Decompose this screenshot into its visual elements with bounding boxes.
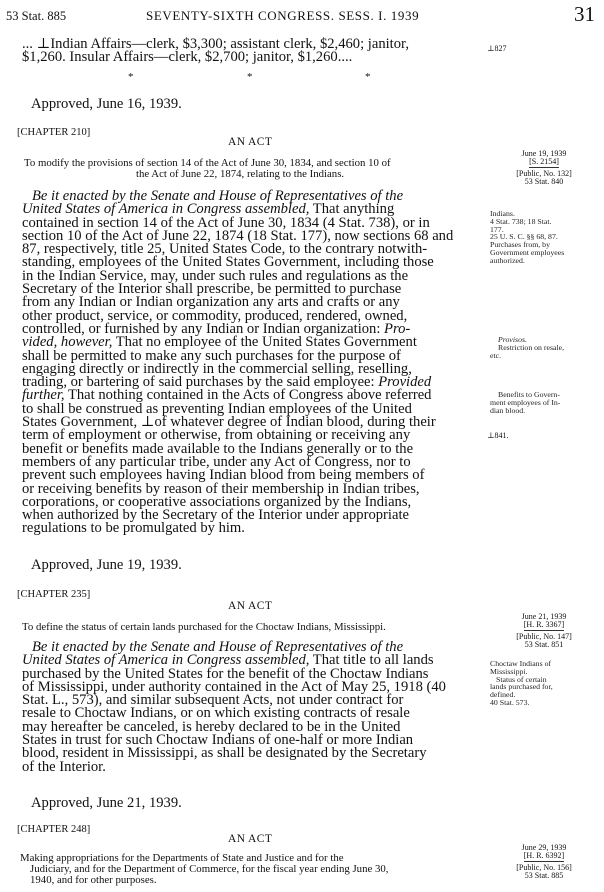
bill-number: [H. R. 6392]: [523, 851, 565, 861]
text-line: section 10 of the Act of June 22, 1874 (18 Stat. 177), now sections 68 and: [22, 227, 454, 244]
top-appropriations-fragment: [22, 38, 482, 65]
bill-date: June 19, 1939: [521, 149, 567, 158]
star: *: [365, 71, 371, 83]
approval-date: Approved, June 21, 1939.: [31, 795, 182, 811]
side-note-line: 40 Stat. 573.: [490, 697, 530, 707]
page-number: 31: [574, 2, 595, 26]
text-line: members of any particular tribe, under any Act of Congress, nor to: [22, 453, 411, 470]
act-heading: AN ACT: [228, 136, 273, 148]
statute-citation: 53 Stat. 840: [524, 177, 564, 187]
text-fragment: controlled, or furnished by any Indian or Indian organization:: [22, 320, 381, 337]
side-note-line: Mississippi.: [490, 666, 528, 676]
bill-number: [S. 2154]: [529, 157, 559, 167]
margin-page-ref: ⊥841.: [487, 431, 509, 440]
text-line: engaging directly or indirectly in the commercial selling, reselling,: [22, 360, 412, 377]
side-note-line: Government employees: [490, 247, 565, 257]
public-law-number: [Public, No. 156]: [516, 862, 572, 872]
proviso-marker: further,: [22, 387, 65, 404]
act-title: [20, 853, 388, 886]
side-note-line: lands purchased for,: [490, 682, 553, 692]
text-line: term of employment or otherwise, from obtaining or receiving any: [22, 427, 411, 444]
proviso-marker: Pro-: [380, 320, 411, 337]
side-note-line: Restriction on resale,: [498, 342, 565, 352]
text-line: purchased by the United States for the benefit of the Choctaw Indians: [22, 665, 429, 682]
text-line: from any Indian or Indian organization any arts and crafts or any: [22, 294, 400, 311]
bill-reference-box: [489, 150, 599, 187]
side-note-indians: [490, 210, 564, 265]
side-note-line: Purchases from, by: [490, 240, 550, 250]
proviso-marker: vided, however,: [22, 334, 113, 351]
side-note-line: Choctaw Indians of: [490, 659, 552, 668]
act-body: [22, 641, 482, 774]
chapter-number: [CHAPTER 235]: [17, 589, 91, 600]
text-line: States Government, ⊥of whatever degree of Indian blood, during their: [22, 414, 436, 431]
text-line: contained in section 14 of the Act of June 30, 1834 (4 Stat. 738), or in: [22, 214, 430, 231]
text-line: to shall be construed as preventing Indian employees of the United: [22, 400, 412, 417]
side-note-provisos: [490, 336, 564, 359]
side-note-line: defined.: [490, 690, 516, 700]
text-line: Stat. L., 573), and similar subsequent Acts, not under contract for: [22, 692, 404, 709]
enacting-clause: United States of America in Congress assembled,: [22, 201, 310, 218]
side-note-choctaw: [490, 660, 553, 707]
side-note-line: authorized.: [490, 255, 525, 265]
side-note-line: Indians.: [490, 209, 515, 218]
side-note-line: 25 U. S. C. §§ 68, 87.: [490, 232, 558, 242]
text-line: States in trust for such Choctaw Indians of one-half or more Indian: [22, 732, 414, 749]
enacting-clause: Be it enacted by the Senate and House of Representatives of the: [32, 188, 404, 204]
bill-reference-box: [489, 613, 599, 650]
text-line: when authorized by the Secretary of the Interior under appropriate: [22, 507, 409, 524]
side-note-line: 4 Stat. 738; 18 Stat.: [490, 216, 552, 226]
text-line: other product, service, or commodity, produced, rendered, owned,: [22, 307, 408, 324]
side-note-line: Status of certain: [496, 674, 547, 684]
side-note-line: Provisos.: [498, 335, 527, 344]
text-line: blood, resident in Mississippi, as shall be designated by the Secretary: [22, 745, 427, 762]
title-line: To modify the provisions of section 14 of the Act of June 30, 1834, and section 10 of: [24, 157, 391, 169]
title-line: 1940, and for other purposes.: [30, 874, 157, 886]
text-fragment: That nothing contained in the Acts of Congress above referred: [64, 387, 432, 404]
margin-page-ref: ⊥827: [487, 44, 507, 53]
side-note-line: etc.: [490, 350, 502, 360]
text-fragment: That no employee of the United States Government: [112, 334, 417, 351]
chapter-number: [CHAPTER 248]: [17, 824, 91, 835]
public-law-number: [Public, No. 132]: [516, 168, 572, 178]
public-law-number: [Public, No. 147]: [516, 631, 572, 641]
act-body: [22, 190, 482, 536]
act-heading: AN ACT: [228, 600, 273, 612]
text-line: Secretary of the Interior shall prescribe, be permitted to purchase: [22, 281, 402, 298]
side-note-benefits: [490, 391, 560, 414]
bill-reference-box: [489, 844, 599, 881]
text-line: may hereafter be canceled, is hereby declared to be in the United: [22, 718, 401, 735]
statute-citation: 53 Stat. 885: [524, 871, 564, 881]
star: *: [247, 71, 253, 83]
side-note-line: dian blood.: [490, 405, 526, 415]
text-fragment: That anything: [309, 201, 395, 218]
side-note-line: ment employees of In-: [490, 397, 561, 407]
text-fragment: That title to all lands: [309, 652, 434, 669]
bill-number: [H. R. 3367]: [523, 620, 565, 630]
title-line: the Act of June 22, 1874, relating to the Indians.: [136, 168, 345, 180]
text-line: of Mississippi, under authority contained in the Act of May 25, 1918 (40: [22, 678, 446, 695]
text-line: shall be permitted to make any such purchases for the purpose of: [22, 347, 401, 364]
text-line: benefit or benefits made available to the Indians generally or to the: [22, 440, 414, 457]
text-line: standing, employees of the United States Government, including those: [22, 254, 434, 271]
approval-date: Approved, June 16, 1939.: [31, 96, 182, 112]
act-heading: AN ACT: [228, 833, 273, 845]
side-note-line: 177.: [490, 224, 504, 234]
text-line: or receiving benefits by reason of their membership in Indian tribes,: [22, 480, 420, 497]
text-line: 87, respectively, title 25, United States Code, to the contrary notwith-: [22, 241, 428, 258]
title-line: Judiciary, and for the Department of Commerce, for the fiscal year ending June 30,: [30, 863, 389, 875]
enacting-clause: Be it enacted by the Senate and House of Representatives of the: [32, 639, 404, 655]
text-line: ... ⊥Indian Affairs—clerk, $3,300; assistant clerk, $2,460; janitor,: [22, 36, 409, 52]
text-line: resale to Choctaw Indians, or on which existing contracts of resale: [22, 705, 410, 722]
text-fragment: trading, or bartering of said purchases by the said employee:: [22, 374, 379, 391]
text-line: $1,260. Insular Affairs—clerk, $2,700; janitor, $1,260....: [22, 49, 353, 66]
enacting-clause: United States of America in Congress assembled,: [22, 652, 310, 669]
text-line: regulations to be promulgated by him.: [22, 520, 245, 537]
chapter-number: [CHAPTER 210]: [17, 127, 91, 138]
act-title: [24, 158, 391, 180]
text-line: corporations, or cooperative associations organized by the Indians,: [22, 493, 412, 510]
star: *: [128, 71, 134, 83]
running-head-title: SEVENTY-SIXTH CONGRESS. SESS. I. 1939: [146, 8, 420, 23]
text-line: of the Interior.: [22, 758, 106, 775]
approval-date: Approved, June 19, 1939.: [31, 557, 182, 573]
running-head-citation: 53 Stat. 885: [6, 9, 67, 23]
text-line: in the Indian Service, may, under such rules and regulations as the: [22, 267, 409, 284]
act-title: To define the status of certain lands purchased for the Choctaw Indians, Mississippi.: [22, 621, 386, 633]
text-line: prevent such employees having Indian blood from being members of: [22, 467, 425, 484]
side-note-line: Benefits to Govern-: [498, 390, 560, 399]
bill-date: June 29, 1939: [521, 843, 567, 852]
proviso-marker: Provided: [378, 374, 432, 391]
statute-citation: 53 Stat. 851: [524, 640, 564, 650]
title-line: Making appropriations for the Departments of State and Justice and for the: [20, 852, 344, 864]
bill-date: June 21, 1939: [521, 612, 567, 621]
